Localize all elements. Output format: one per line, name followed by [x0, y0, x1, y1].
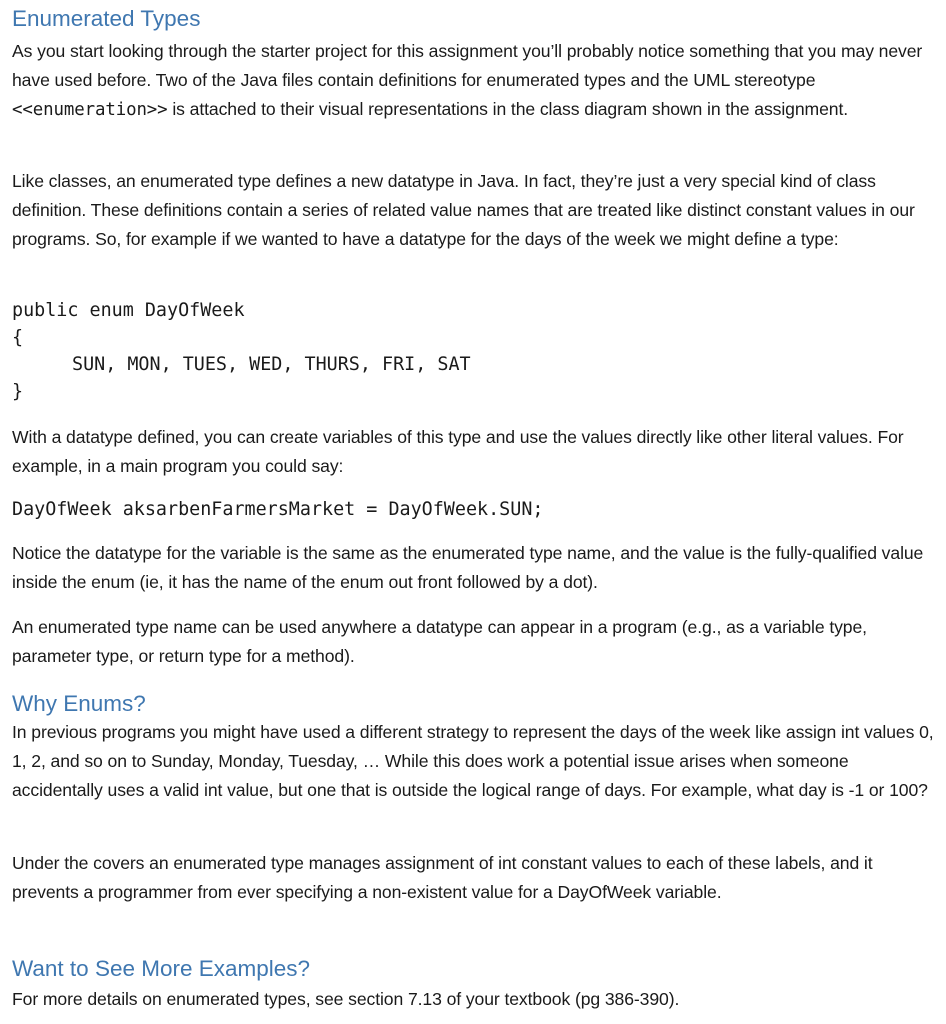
enum-code-block — [12, 297, 471, 405]
heading-more-examples: Want to See More Examples? — [12, 956, 311, 981]
paragraph-under-the-covers: Under the covers an enumerated type manages assignment of int constant values to each of these labels, and it prevents a programmer from ever specifying a non-existent value for a DayOfWeek variable. — [12, 853, 873, 902]
variable-code-example: DayOfWeek aksarbenFarmersMarket = DayOfWeek.SUN; — [12, 499, 544, 520]
paragraph-intro-text-a: As you start looking through the starter project for this assignment you’ll probably notice something that you may never have used before. Two of the Java files contain definitions for enumerated types and the UML stereotype — [12, 41, 923, 90]
paragraph-notice: Notice the datatype for the variable is the same as the enumerated type name, and the value is the fully-qualified value inside the enum (ie, it has the name of the enum out front followed by a dot). — [12, 543, 924, 592]
paragraph-intro — [12, 37, 942, 124]
paragraph-like-classes: Like classes, an enumerated type defines a new datatype in Java. In fact, they’re just a very special kind of class definition. These definitions contain a series of related value names that are treated like distinct constant values in our programs. So, for example if we wanted to have a datatype for the days of the week we might define a type: — [12, 171, 915, 249]
paragraph-intro-text-b: is attached to their visual representations in the class diagram shown in the assignment. — [167, 98, 849, 119]
paragraph-datatype-defined: With a datatype defined, you can create variables of this type and use the values directly like other literal values. For example, in a main program you could say: — [12, 427, 904, 476]
code-line-values: SUN, MON, TUES, WED, THURS, FRI, SAT — [72, 354, 471, 375]
paragraph-previous-programs: In previous programs you might have used a different strategy to represent the days of the week like assign int values 0, 1, 2, and so on to Sunday, Monday, Tuesday, … While this does work a potential issue arises when someone accidentally uses a valid int value, but one that is outside the logical range of days. For example, what day is -1 or 100? — [12, 722, 934, 800]
paragraph-anywhere: An enumerated type name can be used anywhere a datatype can appear in a program (e.g., as a variable type, parameter type, or return type for a method). — [12, 617, 867, 666]
code-line-declaration: public enum DayOfWeek — [12, 300, 245, 321]
heading-why-enums: Why Enums? — [12, 691, 146, 716]
heading-enumerated-types: Enumerated Types — [12, 6, 201, 31]
stereotype-code: <<enumeration>> — [12, 99, 168, 120]
paragraph-textbook-reference: For more details on enumerated types, see section 7.13 of your textbook (pg 386-390). — [12, 989, 680, 1009]
code-line-close-brace: } — [12, 381, 24, 402]
code-line-open-brace: { — [12, 327, 24, 348]
